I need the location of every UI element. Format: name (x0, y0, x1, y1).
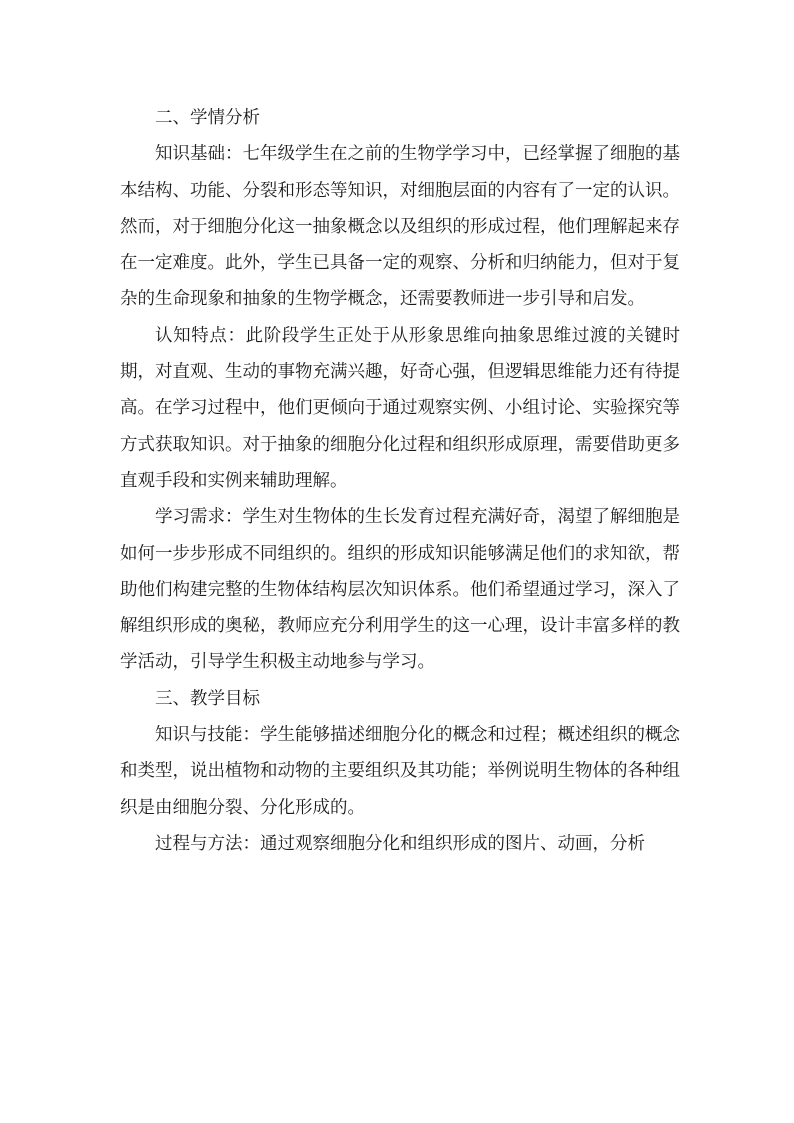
paragraph-knowledge-skills: 知识与技能：学生能够描述细胞分化的概念和过程；概述组织的概念和类型，说出植物和动物的主要组织及其功能；举例说明生物体的各种组织是由细胞分裂、分化形成的。 (120, 725, 680, 818)
section-heading-learner-analysis: 二、学情分析 (155, 108, 260, 128)
paragraph-learning-needs: 学习需求：学生对生物体的生长发育过程充满好奇，渴望了解细胞是如何一步步形成不同组织的。组织的形成知识能够满足他们的求知欲，帮助他们构建完整的生物体结构层次知识体系。他们希望通过学习，深入了解组织形成的奥秘，教师应充分利用学生的这一心理，设计丰富多样的教学活动，引导学生积极主动地参与学习。 (120, 507, 680, 673)
document-body (120, 100, 680, 862)
paragraph-cognitive-traits: 认知特点：此阶段学生正处于从形象思维向抽象思维过渡的关键时期，对直观、生动的事物充满兴趣，好奇心强，但逻辑思维能力还有待提高。在学习过程中，他们更倾向于通过观察实例、小组讨论、实验探究等方式获取知识。对于抽象的细胞分化过程和组织形成原理，需要借助更多直观手段和实例来辅助理解。 (120, 325, 680, 491)
section-heading-teaching-objectives: 三、教学目标 (155, 688, 260, 709)
paragraph-knowledge-foundation: 知识基础：七年级学生在之前的生物学学习中，已经掌握了细胞的基本结构、功能、分裂和形态等知识，对细胞层面的内容有了一定的认识。然而，对于细胞分化这一抽象概念以及组织的形成过程，他们理解起来存在一定难度。此外，学生已具备一定的观察、分析和归纳能力，但对于复杂的生命现象和抽象的生物学概念，还需要教师进一步引导和启发。 (120, 144, 680, 310)
paragraph-process-methods: 过程与方法：通过观察细胞分化和组织形成的图片、动画，分析 (155, 833, 645, 854)
